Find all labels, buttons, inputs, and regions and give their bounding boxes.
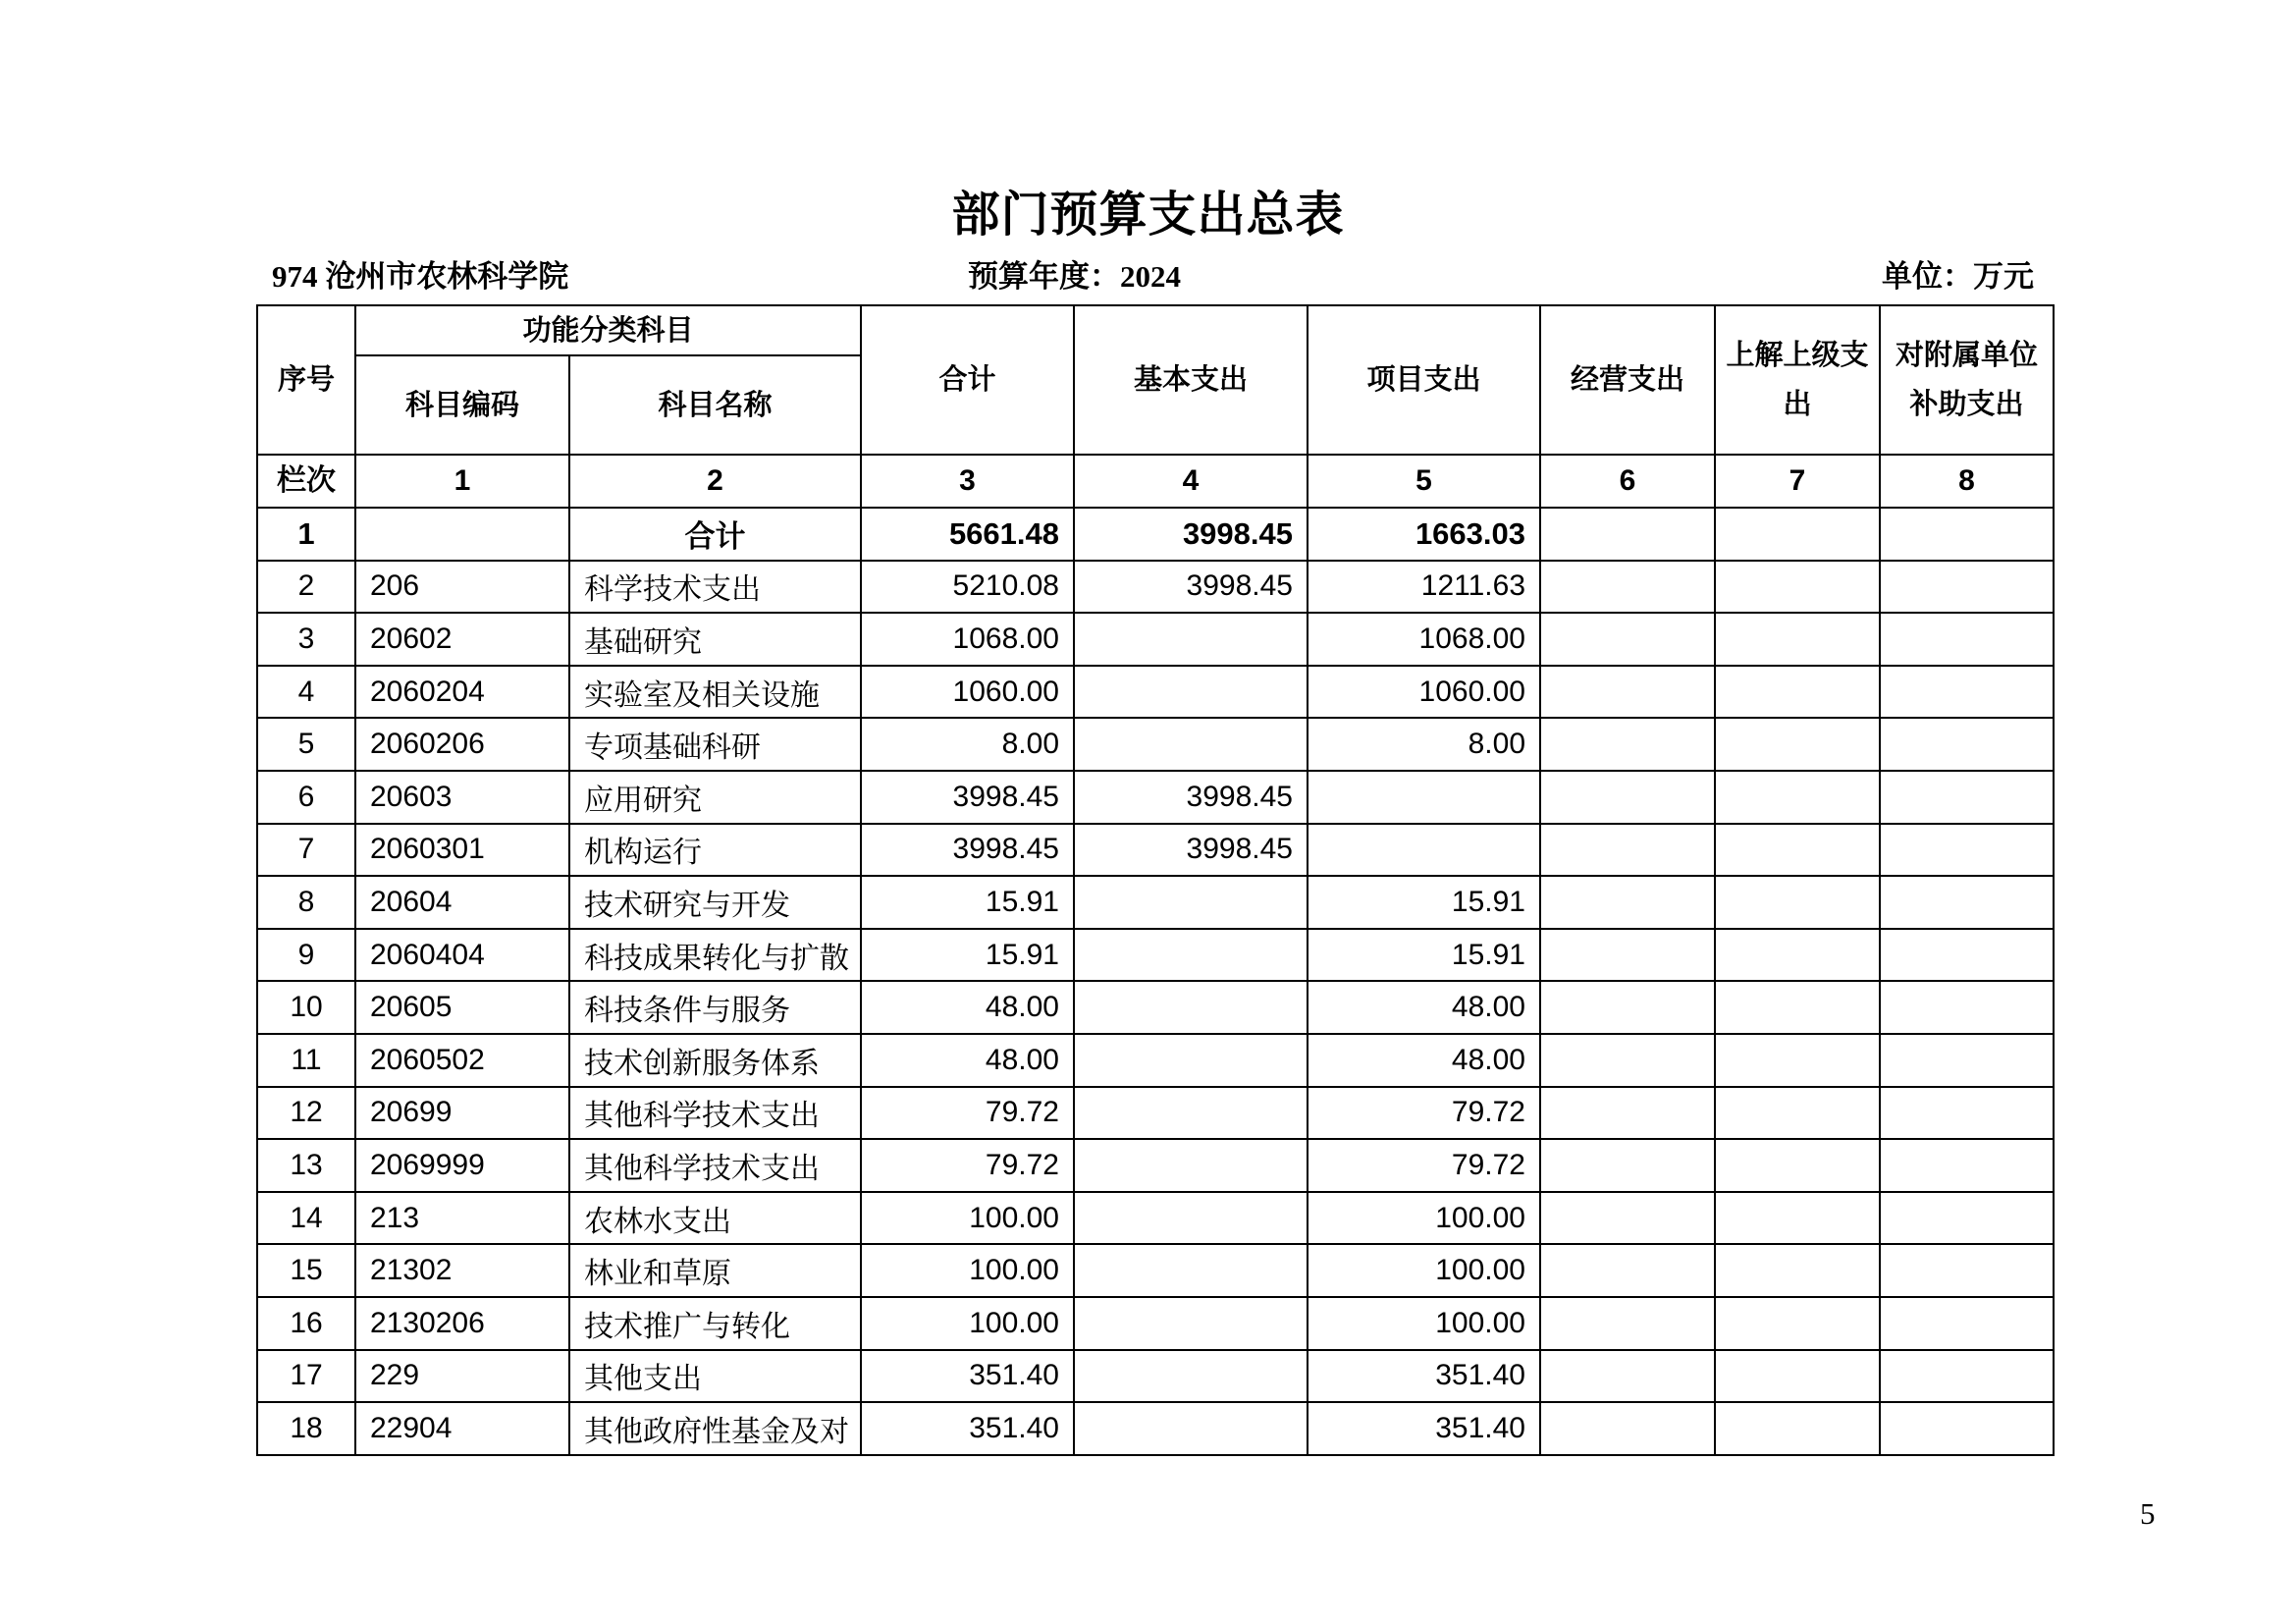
upper-level-expenditure-cell [1715, 981, 1880, 1034]
table-row [257, 1297, 2054, 1350]
total-cell: 100.00 [861, 1244, 1074, 1297]
table-row [257, 1192, 2054, 1245]
header-upper-level-expenditure: 上解上级支出 [1715, 305, 1880, 455]
project-expenditure-cell: 79.72 [1308, 1087, 1540, 1140]
upper-level-expenditure-cell [1715, 1192, 1880, 1245]
project-expenditure-cell: 1060.00 [1308, 666, 1540, 719]
budget-expenditure-table [256, 304, 2055, 1456]
subject-code-cell: 20603 [355, 771, 569, 824]
business-expenditure-cell [1540, 1034, 1715, 1087]
subsidy-expenditure-cell [1880, 666, 2054, 719]
subject-code-cell: 21302 [355, 1244, 569, 1297]
table-row [257, 1402, 2054, 1455]
upper-level-expenditure-cell [1715, 824, 1880, 877]
subject-name-cell: 科技成果转化与扩散 [569, 929, 861, 982]
seq-cell: 13 [257, 1139, 355, 1192]
subject-name-cell: 其他政府性基金及对 [569, 1402, 861, 1455]
header-project-expenditure: 项目支出 [1308, 305, 1540, 455]
subsidy-expenditure-cell [1880, 824, 2054, 877]
business-expenditure-cell [1540, 771, 1715, 824]
subject-name-cell: 专项基础科研 [569, 718, 861, 771]
seq-cell: 7 [257, 824, 355, 877]
seq-cell: 11 [257, 1034, 355, 1087]
subject-code-cell: 213 [355, 1192, 569, 1245]
business-expenditure-cell [1540, 981, 1715, 1034]
column-number: 2 [569, 455, 861, 508]
seq-cell: 14 [257, 1192, 355, 1245]
unit-label: 单位：万元 [1882, 259, 2034, 294]
basic-expenditure-cell [1074, 1192, 1308, 1245]
subject-name-cell: 科技条件与服务 [569, 981, 861, 1034]
seq-cell: 6 [257, 771, 355, 824]
subject-code-cell [355, 508, 569, 561]
column-number: 5 [1308, 455, 1540, 508]
seq-cell: 15 [257, 1244, 355, 1297]
subject-name-cell: 机构运行 [569, 824, 861, 877]
column-number: 4 [1074, 455, 1308, 508]
subject-name-cell: 其他支出 [569, 1350, 861, 1403]
business-expenditure-cell [1540, 561, 1715, 614]
total-cell: 100.00 [861, 1192, 1074, 1245]
seq-cell: 17 [257, 1350, 355, 1403]
subject-name-cell: 其他科学技术支出 [569, 1139, 861, 1192]
upper-level-expenditure-cell [1715, 1034, 1880, 1087]
total-cell: 48.00 [861, 981, 1074, 1034]
seq-cell: 5 [257, 718, 355, 771]
subject-name-cell: 基础研究 [569, 613, 861, 666]
basic-expenditure-cell [1074, 929, 1308, 982]
subject-code-cell: 2130206 [355, 1297, 569, 1350]
basic-expenditure-cell [1074, 1087, 1308, 1140]
subsidy-expenditure-cell [1880, 1192, 2054, 1245]
subject-code-cell: 2060502 [355, 1034, 569, 1087]
header-seq: 序号 [257, 305, 355, 455]
total-cell: 1060.00 [861, 666, 1074, 719]
project-expenditure-cell: 1211.63 [1308, 561, 1540, 614]
seq-cell: 2 [257, 561, 355, 614]
total-cell: 5661.48 [861, 508, 1074, 561]
basic-expenditure-cell [1074, 981, 1308, 1034]
basic-expenditure-cell [1074, 1402, 1308, 1455]
seq-cell: 9 [257, 929, 355, 982]
business-expenditure-cell [1540, 1350, 1715, 1403]
business-expenditure-cell [1540, 613, 1715, 666]
subject-name-cell: 农林水支出 [569, 1192, 861, 1245]
total-cell: 15.91 [861, 876, 1074, 929]
header-basic-expenditure: 基本支出 [1074, 305, 1308, 455]
total-cell: 100.00 [861, 1297, 1074, 1350]
subject-name-cell: 技术研究与开发 [569, 876, 861, 929]
seq-cell: 10 [257, 981, 355, 1034]
total-cell: 8.00 [861, 718, 1074, 771]
project-expenditure-cell [1308, 824, 1540, 877]
basic-expenditure-cell: 3998.45 [1074, 771, 1308, 824]
table-row [257, 1087, 2054, 1140]
page-number: 5 [2140, 1496, 2156, 1531]
business-expenditure-cell [1540, 1244, 1715, 1297]
project-expenditure-cell: 351.40 [1308, 1350, 1540, 1403]
total-cell: 79.72 [861, 1139, 1074, 1192]
subsidy-expenditure-cell [1880, 929, 2054, 982]
upper-level-expenditure-cell [1715, 929, 1880, 982]
basic-expenditure-cell: 3998.45 [1074, 561, 1308, 614]
business-expenditure-cell [1540, 1297, 1715, 1350]
header-subject-name: 科目名称 [569, 355, 861, 455]
header-business-expenditure: 经营支出 [1540, 305, 1715, 455]
seq-cell: 1 [257, 508, 355, 561]
subsidy-expenditure-cell [1880, 718, 2054, 771]
seq-cell: 4 [257, 666, 355, 719]
table-row [257, 929, 2054, 982]
seq-cell: 16 [257, 1297, 355, 1350]
project-expenditure-cell: 79.72 [1308, 1139, 1540, 1192]
basic-expenditure-cell [1074, 666, 1308, 719]
column-number: 3 [861, 455, 1074, 508]
upper-level-expenditure-cell [1715, 1350, 1880, 1403]
header-subsidy-expenditure: 对附属单位补助支出 [1880, 305, 2054, 455]
project-expenditure-cell: 100.00 [1308, 1244, 1540, 1297]
subject-code-cell: 2060206 [355, 718, 569, 771]
subsidy-expenditure-cell [1880, 1139, 2054, 1192]
header-total: 合计 [861, 305, 1074, 455]
project-expenditure-cell: 351.40 [1308, 1402, 1540, 1455]
table-row [257, 1350, 2054, 1403]
business-expenditure-cell [1540, 1139, 1715, 1192]
total-row [257, 508, 2054, 561]
table-row [257, 1139, 2054, 1192]
page-title: 部门预算支出总表 [951, 186, 1345, 243]
total-cell: 3998.45 [861, 771, 1074, 824]
subsidy-expenditure-cell [1880, 561, 2054, 614]
business-expenditure-cell [1540, 876, 1715, 929]
subject-code-cell: 229 [355, 1350, 569, 1403]
upper-level-expenditure-cell [1715, 1139, 1880, 1192]
subsidy-expenditure-cell [1880, 771, 2054, 824]
total-cell: 351.40 [861, 1402, 1074, 1455]
total-cell: 351.40 [861, 1350, 1074, 1403]
business-expenditure-cell [1540, 1192, 1715, 1245]
upper-level-expenditure-cell [1715, 718, 1880, 771]
table-row [257, 561, 2054, 614]
basic-expenditure-cell [1074, 1244, 1308, 1297]
upper-level-expenditure-cell [1715, 1297, 1880, 1350]
upper-level-expenditure-cell [1715, 876, 1880, 929]
upper-level-expenditure-cell [1715, 508, 1880, 561]
seq-cell: 8 [257, 876, 355, 929]
upper-level-expenditure-cell [1715, 1244, 1880, 1297]
business-expenditure-cell [1540, 824, 1715, 877]
subsidy-expenditure-cell [1880, 981, 2054, 1034]
subsidy-expenditure-cell [1880, 1244, 2054, 1297]
upper-level-expenditure-cell [1715, 561, 1880, 614]
subject-name-cell: 其他科学技术支出 [569, 1087, 861, 1140]
upper-level-expenditure-cell [1715, 1402, 1880, 1455]
basic-expenditure-cell [1074, 1034, 1308, 1087]
business-expenditure-cell [1540, 718, 1715, 771]
total-cell: 15.91 [861, 929, 1074, 982]
header-subject-code: 科目编码 [355, 355, 569, 455]
subject-name-cell: 合计 [569, 508, 861, 561]
total-cell: 79.72 [861, 1087, 1074, 1140]
table-row [257, 613, 2054, 666]
basic-expenditure-cell [1074, 1350, 1308, 1403]
basic-expenditure-cell [1074, 876, 1308, 929]
seq-cell: 12 [257, 1087, 355, 1140]
header-function-category: 功能分类科目 [355, 305, 861, 355]
table-row [257, 718, 2054, 771]
business-expenditure-cell [1540, 508, 1715, 561]
upper-level-expenditure-cell [1715, 771, 1880, 824]
subsidy-expenditure-cell [1880, 1350, 2054, 1403]
subject-name-cell: 实验室及相关设施 [569, 666, 861, 719]
subject-code-cell: 2060204 [355, 666, 569, 719]
project-expenditure-cell: 1068.00 [1308, 613, 1540, 666]
project-expenditure-cell: 100.00 [1308, 1297, 1540, 1350]
subject-code-cell: 2060404 [355, 929, 569, 982]
upper-level-expenditure-cell [1715, 666, 1880, 719]
budget-year-label: 预算年度：2024 [968, 259, 1181, 294]
subject-code-cell: 20604 [355, 876, 569, 929]
subject-code-cell: 2060301 [355, 824, 569, 877]
total-cell: 48.00 [861, 1034, 1074, 1087]
upper-level-expenditure-cell [1715, 1087, 1880, 1140]
total-cell: 1068.00 [861, 613, 1074, 666]
upper-level-expenditure-cell [1715, 613, 1880, 666]
column-number-label: 栏次 [257, 455, 355, 508]
table-row [257, 1034, 2054, 1087]
table-row [257, 771, 2054, 824]
business-expenditure-cell [1540, 929, 1715, 982]
subject-code-cell: 2069999 [355, 1139, 569, 1192]
column-number-row [257, 455, 2054, 508]
total-cell: 3998.45 [861, 824, 1074, 877]
column-number: 1 [355, 455, 569, 508]
project-expenditure-cell: 48.00 [1308, 981, 1540, 1034]
basic-expenditure-cell [1074, 718, 1308, 771]
seq-cell: 18 [257, 1402, 355, 1455]
basic-expenditure-cell: 3998.45 [1074, 824, 1308, 877]
subject-name-cell: 林业和草原 [569, 1244, 861, 1297]
organization-label: 974 沧州市农林科学院 [272, 259, 569, 294]
project-expenditure-cell [1308, 771, 1540, 824]
subject-code-cell: 20699 [355, 1087, 569, 1140]
subject-code-cell: 206 [355, 561, 569, 614]
project-expenditure-cell: 15.91 [1308, 929, 1540, 982]
basic-expenditure-cell [1074, 1139, 1308, 1192]
subsidy-expenditure-cell [1880, 613, 2054, 666]
subject-name-cell: 科学技术支出 [569, 561, 861, 614]
table-row [257, 1244, 2054, 1297]
subject-name-cell: 技术创新服务体系 [569, 1034, 861, 1087]
business-expenditure-cell [1540, 1402, 1715, 1455]
subject-code-cell: 22904 [355, 1402, 569, 1455]
business-expenditure-cell [1540, 666, 1715, 719]
subsidy-expenditure-cell [1880, 1402, 2054, 1455]
subsidy-expenditure-cell [1880, 876, 2054, 929]
column-number: 6 [1540, 455, 1715, 508]
basic-expenditure-cell: 3998.45 [1074, 508, 1308, 561]
table-row [257, 824, 2054, 877]
project-expenditure-cell: 100.00 [1308, 1192, 1540, 1245]
table-row [257, 666, 2054, 719]
subsidy-expenditure-cell [1880, 1297, 2054, 1350]
basic-expenditure-cell [1074, 1297, 1308, 1350]
subject-code-cell: 20605 [355, 981, 569, 1034]
table-row [257, 981, 2054, 1034]
subject-name-cell: 应用研究 [569, 771, 861, 824]
total-cell: 5210.08 [861, 561, 1074, 614]
subject-name-cell: 技术推广与转化 [569, 1297, 861, 1350]
subsidy-expenditure-cell [1880, 508, 2054, 561]
column-number: 8 [1880, 455, 2054, 508]
project-expenditure-cell: 1663.03 [1308, 508, 1540, 561]
table-row [257, 876, 2054, 929]
project-expenditure-cell: 48.00 [1308, 1034, 1540, 1087]
project-expenditure-cell: 15.91 [1308, 876, 1540, 929]
basic-expenditure-cell [1074, 613, 1308, 666]
seq-cell: 3 [257, 613, 355, 666]
column-number: 7 [1715, 455, 1880, 508]
project-expenditure-cell: 8.00 [1308, 718, 1540, 771]
subsidy-expenditure-cell [1880, 1087, 2054, 1140]
business-expenditure-cell [1540, 1087, 1715, 1140]
subsidy-expenditure-cell [1880, 1034, 2054, 1087]
subject-code-cell: 20602 [355, 613, 569, 666]
